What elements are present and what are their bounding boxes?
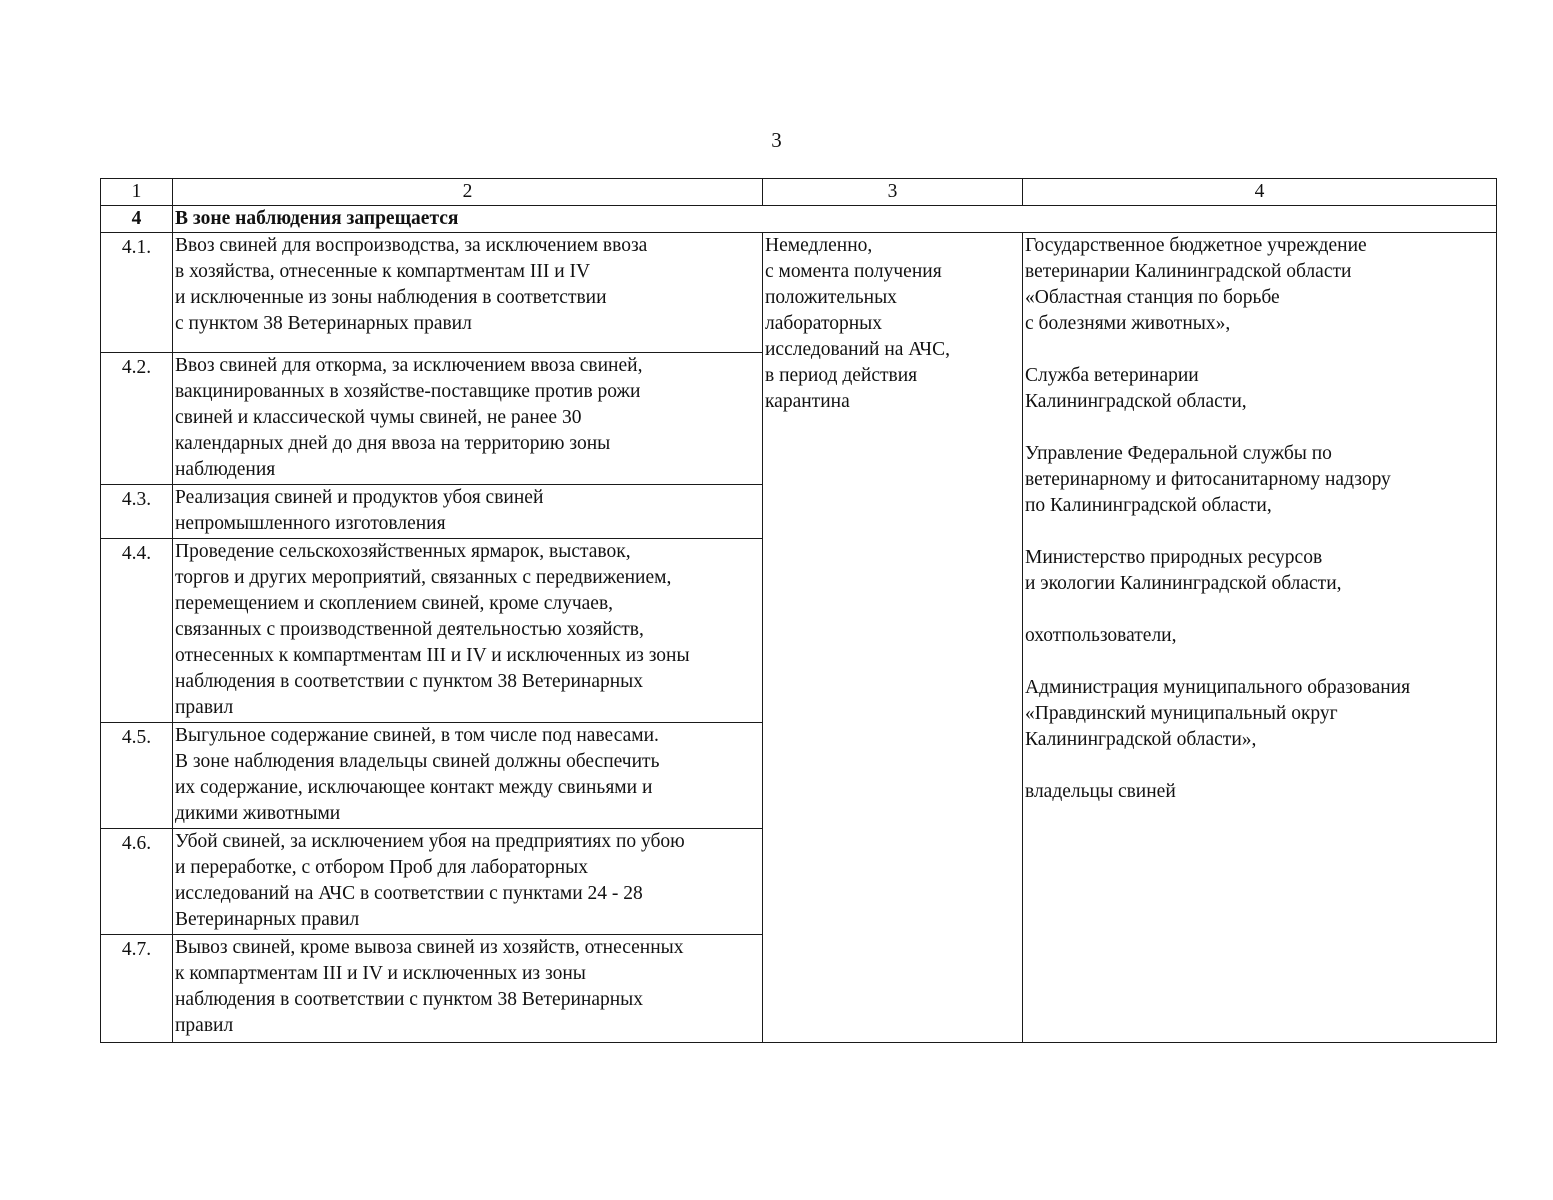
row-number: 4.2. (101, 353, 173, 485)
header-cell-2: 2 (173, 179, 763, 206)
responsible-item: охотпользователи, (1025, 625, 1177, 646)
responsible-item: Управление Федеральной службы по ветеринарному и фитосанитарному надзору по Калининградской области, (1025, 443, 1391, 516)
row-number: 4.3. (101, 485, 173, 539)
measures-table (100, 178, 1497, 1043)
row-text: Проведение сельскохозяйственных ярмарок, выставок, торгов и других мероприятий, связанных с передвижением, перемещением и скоплением свиней, кроме случаев, связанных с производственной деятельностью хозяйств, отнесенных к компартментам III и IV и исключенных из зоны наблюдения в соответствии с пунктом 38 Ветеринарных правил (173, 539, 763, 723)
responsible-item: владельцы свиней (1025, 781, 1176, 802)
row-number: 4.1. (101, 233, 173, 353)
section-fill (763, 206, 1497, 233)
responsible-item: Администрация муниципального образования «Правдинский муниципальный округ Калининградской области», (1025, 677, 1411, 750)
section-row (101, 206, 1497, 233)
header-cell-4: 4 (1023, 179, 1497, 206)
section-number: 4 (101, 206, 173, 233)
row-text: Ввоз свиней для воспроизводства, за исключением ввоза в хозяйства, отнесенные к компартментам III и IV и исключенные из зоны наблюдения в соответствии с пунктом 38 Ветеринарных правил (173, 233, 763, 353)
responsible-item: Министерство природных ресурсов и экологии Калининградской области, (1025, 547, 1342, 594)
row-number: 4.6. (101, 829, 173, 935)
responsible-cell (1023, 233, 1497, 1043)
page-number: 3 (771, 128, 782, 152)
responsible-item: Государственное бюджетное учреждение ветеринарии Калининградской области «Областная станция по борьбе с болезнями животных», (1025, 235, 1367, 334)
deadline-cell: Немедленно, с момента получения положительных лабораторных исследований на АЧС, в период действия карантина (763, 233, 1023, 1043)
header-cell-3: 3 (763, 179, 1023, 206)
row-text: Вывоз свиней, кроме вывоза свиней из хозяйств, отнесенных к компартментам III и IV и исключенных из зоны наблюдения в соответствии с пунктом 38 Ветеринарных правил (173, 935, 763, 1043)
header-cell-1: 1 (101, 179, 173, 206)
row-number: 4.5. (101, 723, 173, 829)
row-text: Убой свиней, за исключением убоя на предприятиях по убою и переработке, с отбором Проб для лабораторных исследований на АЧС в соответствии с пунктами 24 - 28 Ветеринарных правил (173, 829, 763, 935)
row-text: Ввоз свиней для откорма, за исключением ввоза свиней, вакцинированных в хозяйстве-поставщике против рожи свиней и классической чумы свиней, не ранее 30 календарных дней до дня ввоза на территорию зоны наблюдения (173, 353, 763, 485)
row-number: 4.7. (101, 935, 173, 1043)
table-header-row (101, 179, 1497, 206)
responsible-item: Служба ветеринарии Калининградской области, (1025, 365, 1247, 412)
row-number: 4.4. (101, 539, 173, 723)
table-row (101, 233, 1497, 353)
row-text: Реализация свиней и продуктов убоя свиней непромышленного изготовления (173, 485, 763, 539)
row-text: Выгульное содержание свиней, в том числе под навесами. В зоне наблюдения владельцы свиней должны обеспечить их содержание, исключающее контакт между свиньями и дикими животными (173, 723, 763, 829)
section-title: В зоне наблюдения запрещается (173, 206, 763, 233)
